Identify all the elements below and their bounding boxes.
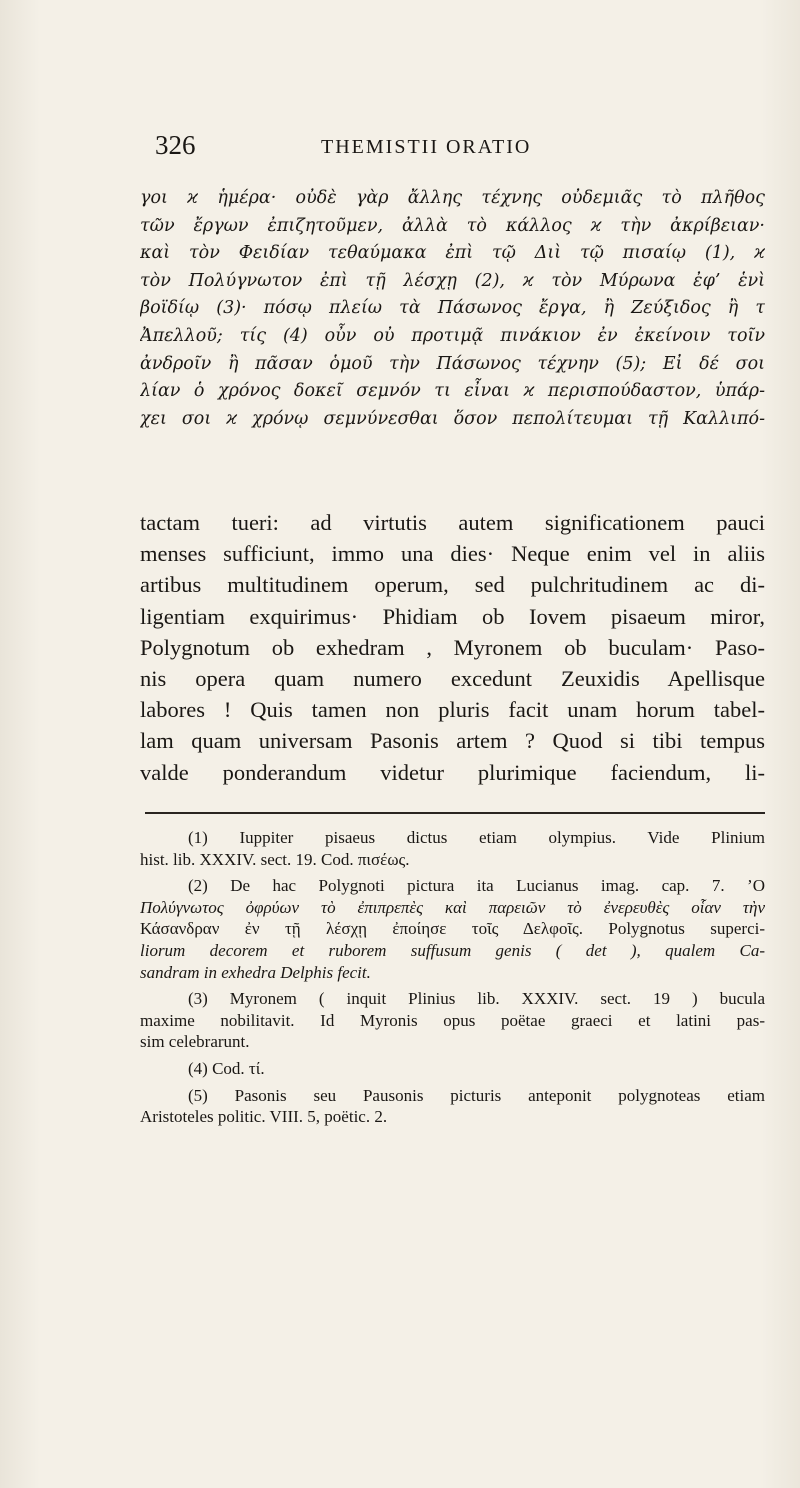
latin-line: ligentiam exquirimus· Phidiam ob Iovem pisaeum miror, xyxy=(140,603,765,629)
footnote-line: sim celebrarunt. xyxy=(140,1032,250,1052)
latin-translation-block xyxy=(140,507,765,788)
footnote-2 xyxy=(140,875,765,983)
latin-line: labores ! Quis tamen non pluris facit unam horum tabel- xyxy=(140,697,765,723)
latin-line: tactam tueri: ad virtutis autem significationem pauci xyxy=(140,510,765,535)
footnote-line: (1) Iuppiter pisaeus dictus etiam olympius. Vide Plinium xyxy=(188,828,765,847)
footnote-line: sandram in exhedra Delphis fecit. xyxy=(140,962,371,982)
footnotes-block xyxy=(140,827,765,1128)
latin-line: Polygnotum ob exhedram , Myronem ob buculam· Paso- xyxy=(140,634,765,660)
footnote-4 xyxy=(140,1058,765,1080)
greek-line: τὸν Πολύγνωτον ἐπὶ τῇ λέσχῃ (2), ϰ τὸν Μύρωνα ἐφ’ ἑνὶ xyxy=(140,270,765,291)
running-head: THEMISTII ORATIO xyxy=(321,136,532,158)
page-header xyxy=(145,130,745,170)
greek-line: λίαν ὁ χρόνος δοκεῖ σεμνόν τι εἶναι ϰ περισπούδαστον, ὑπάρ- xyxy=(140,381,765,402)
greek-text-block xyxy=(140,185,765,433)
footnote-line: liorum decorem et ruborem suffusum genis ( det ), qualem Ca- xyxy=(140,940,765,960)
greek-line: βοϊδίῳ (3)· πόσῳ πλείω τὰ Πάσωνος ἔργα, ἢ Ζεύξιδος ἢ τ xyxy=(140,298,765,319)
footnote-rule xyxy=(145,812,765,814)
footnote-line: maxime nobilitavit. Id Myronis opus poëtae graeci et latini pas- xyxy=(140,1010,765,1030)
page-number: 326 xyxy=(155,130,196,160)
footnote-line: (2) De hac Polygnoti pictura ita Lucianus imag. cap. 7. ’Ο xyxy=(188,876,765,896)
latin-line: menses sufficiunt, immo una dies· Neque enim vel in aliis xyxy=(140,541,765,567)
footnote-3 xyxy=(140,988,765,1053)
greek-line: γοι ϰ ἡμέρα· οὐδὲ γὰρ ἄλλης τέχνης οὐδεμιᾶς τὸ πλῆθος xyxy=(140,188,765,208)
greek-line: καὶ τὸν Φειδίαν τεθαύμακα ἐπὶ τῷ Διὶ τῷ πισαίῳ (1), ϰ xyxy=(140,243,765,264)
footnote-line: Κάσανδραν ἐν τῇ λέσχῃ ἐποίησε τοῖς Δελφοῖς. Polygnotus superci- xyxy=(140,919,765,939)
footnote-line: Πολύγνωτος ὀφρύων τὸ ἐπιπρεπὲς καὶ παρειῶν τὸ ἐνερευθὲς οἷαν τὴν xyxy=(140,897,765,917)
greek-line: Ἀπελλοῦ; τίς (4) οὖν οὐ προτιμᾷ πινάκιον ἐν ἐκείνοιν τοῖν xyxy=(140,325,765,346)
footnote-line: Aristoteles politic. VIII. 5, poëtic. 2. xyxy=(140,1107,388,1127)
footnote-line: (4) Cod. τί. xyxy=(188,1058,265,1078)
greek-line: τῶν ἔργων ἐπιζητοῦμεν, ἀλλὰ τὸ κάλλος ϰ τὴν ἀκρίβειαν· xyxy=(140,215,765,236)
latin-line: lam quam universam Pasonis artem ? Quod si tibi tempus xyxy=(140,728,765,754)
footnote-line: hist. lib. XXXIV. sect. 19. Cod. πισέως. xyxy=(140,849,410,869)
latin-line: artibus multitudinem operum, sed pulchritudinem ac di- xyxy=(140,572,765,598)
latin-line: nis opera quam numero excedunt Zeuxidis Apellisque xyxy=(140,665,765,691)
latin-line: valde ponderandum videtur plurimique faciendum, li- xyxy=(140,759,765,785)
footnote-1 xyxy=(140,827,765,870)
footnote-line: (5) Pasonis seu Pausonis picturis anteponit polygnoteas etiam xyxy=(188,1085,765,1105)
footnote-line: (3) Myronem ( inquit Plinius lib. XXXIV. sect. 19 ) bucula xyxy=(188,989,765,1009)
footnote-5 xyxy=(140,1085,765,1128)
greek-line: χει σοι ϰ χρόνῳ σεμνύνεσθαι ὅσον πεπολίτευμαι τῇ Καλλιπό- xyxy=(140,408,765,429)
greek-line: ἀνδροῖν ἢ πᾶσαν ὁμοῦ τὴν Πάσωνος τέχνην (5); Εἰ δέ σοι xyxy=(140,353,765,374)
